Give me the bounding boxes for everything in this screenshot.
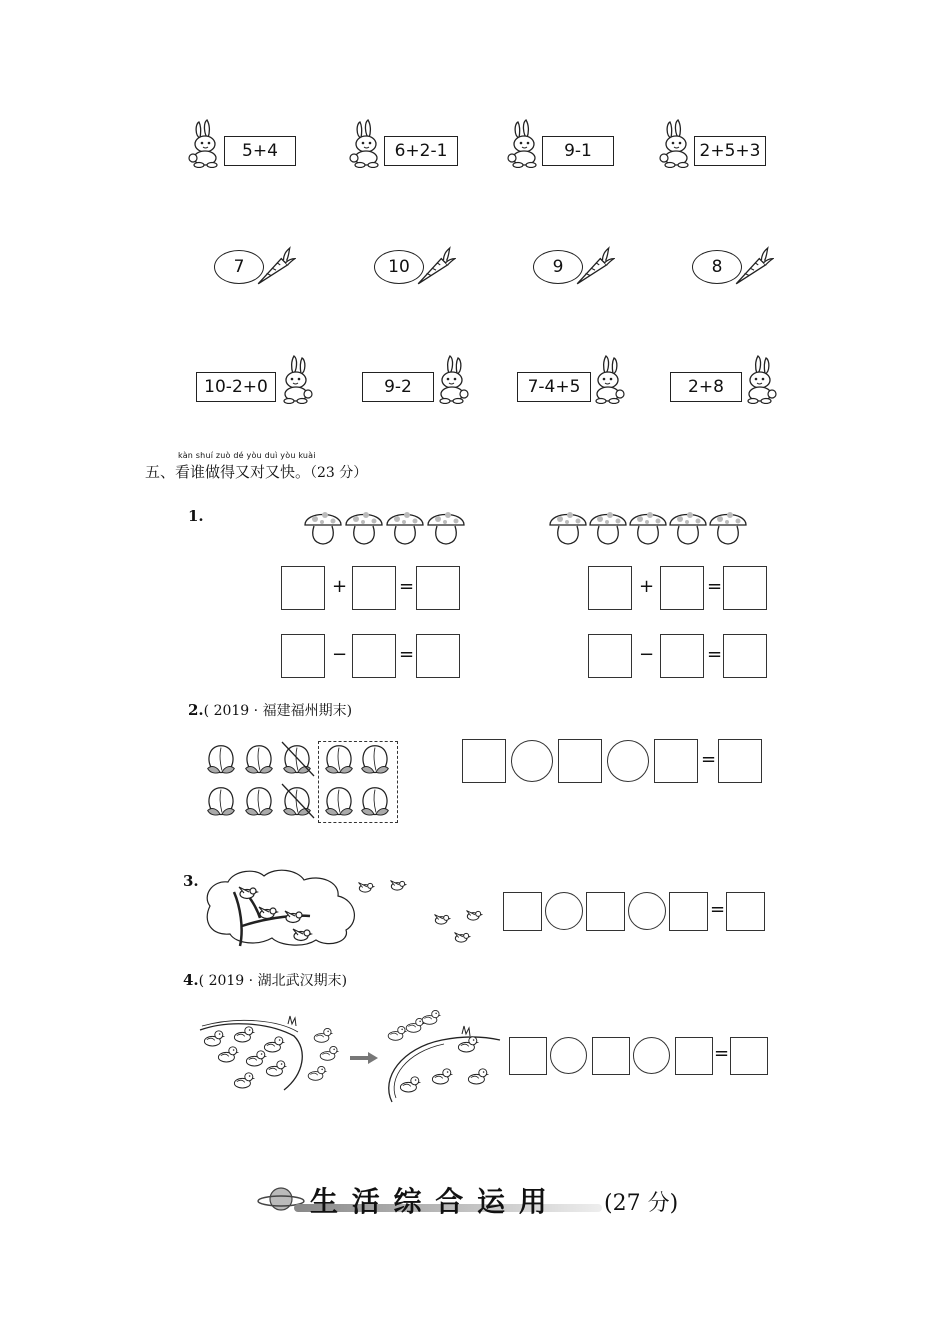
answer-box[interactable] — [503, 892, 542, 931]
duck-icon — [420, 1008, 442, 1026]
bird-icon — [388, 878, 408, 893]
rabbit-icon — [656, 118, 696, 168]
answer-box[interactable] — [723, 634, 767, 678]
mushroom-icon — [303, 505, 343, 547]
equals-sign: = — [707, 644, 723, 665]
question-number: 3. — [183, 872, 199, 890]
answer-box[interactable] — [586, 892, 625, 931]
mushroom-icon — [708, 505, 748, 547]
answer-box[interactable] — [416, 566, 460, 610]
minus-sign: − — [639, 644, 655, 665]
answer-box[interactable] — [352, 566, 396, 610]
rabbit-expression: 9-1 — [542, 136, 614, 166]
answer-box[interactable] — [462, 739, 506, 783]
answer-box[interactable] — [588, 634, 632, 678]
equals-sign: = — [701, 749, 717, 770]
operator-circle[interactable] — [628, 892, 666, 930]
duck-icon — [398, 1074, 422, 1094]
rabbit-expression: 5+4 — [224, 136, 296, 166]
rabbit-expression: 6+2-1 — [384, 136, 458, 166]
bird-icon — [356, 880, 376, 895]
answer-box[interactable] — [654, 739, 698, 783]
plus-sign: + — [332, 576, 348, 597]
peach-icon — [356, 740, 394, 778]
duck-icon — [264, 1058, 288, 1078]
mushroom-icon — [344, 505, 384, 547]
bird-icon — [236, 884, 260, 902]
bird-icon — [452, 930, 472, 945]
rabbit-icon — [740, 354, 780, 404]
section-title — [145, 461, 367, 482]
operator-circle[interactable] — [633, 1037, 670, 1074]
question-number-text: 2. — [188, 701, 204, 719]
plus-sign: + — [639, 576, 655, 597]
carrot-icon — [732, 246, 774, 288]
rabbit-expression: 2+8 — [670, 372, 742, 402]
answer-box[interactable] — [592, 1037, 630, 1075]
question-source: ( 2019 · 湖北武汉期末) — [198, 973, 348, 989]
equals-sign: = — [714, 1043, 730, 1064]
carrot-number: 10 — [374, 250, 424, 284]
bird-icon — [256, 904, 280, 922]
mushroom-icon — [426, 505, 466, 547]
section-score: （23 分） — [310, 465, 368, 481]
answer-box[interactable] — [718, 739, 762, 783]
answer-box[interactable] — [416, 634, 460, 678]
minus-sign: − — [332, 644, 348, 665]
question-number: 1. — [188, 507, 204, 525]
peach-crossed-icon — [278, 782, 316, 820]
section-pinyin: kàn shuí zuò dé yòu duì yòu kuài — [178, 451, 316, 460]
duck-icon — [216, 1044, 240, 1064]
peach-icon — [320, 740, 358, 778]
rabbit-icon — [504, 118, 544, 168]
mushroom-icon — [668, 505, 708, 547]
duck-icon — [318, 1044, 340, 1062]
operator-circle[interactable] — [550, 1037, 587, 1074]
banner-title: 生 活 综 合 运 用 — [310, 1185, 549, 1218]
rabbit-icon — [432, 354, 472, 404]
bird-icon — [464, 908, 484, 923]
duck-icon — [232, 1024, 256, 1044]
duck-icon — [466, 1066, 490, 1086]
peach-icon — [202, 782, 240, 820]
peach-icon — [320, 782, 358, 820]
answer-box[interactable] — [723, 566, 767, 610]
mushroom-icon — [628, 505, 668, 547]
question-number — [183, 970, 347, 990]
question-number — [188, 700, 352, 720]
arrow-right-icon — [350, 1052, 378, 1064]
operator-circle[interactable] — [607, 740, 649, 782]
peach-icon — [202, 740, 240, 778]
equals-sign: = — [707, 576, 723, 597]
operator-circle[interactable] — [545, 892, 583, 930]
rabbit-expression: 2+5+3 — [694, 136, 766, 166]
answer-box[interactable] — [660, 566, 704, 610]
answer-box[interactable] — [660, 634, 704, 678]
rabbit-icon — [346, 118, 386, 168]
rabbit-expression: 9-2 — [362, 372, 434, 402]
carrot-number: 9 — [533, 250, 583, 284]
rabbit-expression: 10-2+0 — [196, 372, 276, 402]
peach-icon — [240, 782, 278, 820]
answer-box[interactable] — [669, 892, 708, 931]
carrot-icon — [254, 246, 296, 288]
carrot-icon — [573, 246, 615, 288]
carrot-icon — [414, 246, 456, 288]
duck-icon — [312, 1026, 334, 1044]
answer-box[interactable] — [730, 1037, 768, 1075]
answer-box[interactable] — [281, 566, 325, 610]
bird-icon — [432, 912, 452, 927]
rabbit-icon — [185, 118, 225, 168]
peach-crossed-icon — [278, 740, 316, 778]
bird-icon — [290, 926, 314, 944]
rabbit-expression: 7-4+5 — [517, 372, 591, 402]
answer-box[interactable] — [281, 634, 325, 678]
bird-icon — [282, 908, 306, 926]
operator-circle[interactable] — [511, 740, 553, 782]
answer-box[interactable] — [588, 566, 632, 610]
equals-sign: = — [399, 644, 415, 665]
carrot-number: 8 — [692, 250, 742, 284]
answer-box[interactable] — [726, 892, 765, 931]
mushroom-icon — [588, 505, 628, 547]
equals-sign: = — [710, 899, 726, 920]
banner-score: (27 分) — [604, 1191, 679, 1216]
answer-box[interactable] — [675, 1037, 713, 1075]
equals-sign: = — [399, 576, 415, 597]
rabbit-icon — [276, 354, 316, 404]
answer-box[interactable] — [352, 634, 396, 678]
duck-icon — [430, 1066, 454, 1086]
question-source: ( 2019 · 福建福州期末) — [203, 703, 353, 719]
tree-with-birds-illustration — [200, 866, 365, 948]
rabbit-icon — [588, 354, 628, 404]
duck-icon — [262, 1034, 286, 1054]
mushroom-icon — [548, 505, 588, 547]
question-number-text: 4. — [183, 971, 199, 989]
carrot-number: 7 — [214, 250, 264, 284]
duck-icon — [456, 1034, 480, 1054]
duck-icon — [232, 1070, 256, 1090]
peach-icon — [356, 782, 394, 820]
peach-icon — [240, 740, 278, 778]
answer-box[interactable] — [509, 1037, 547, 1075]
mushroom-icon — [385, 505, 425, 547]
duck-icon — [306, 1064, 328, 1082]
answer-box[interactable] — [558, 739, 602, 783]
section-title-text: 五、看谁做得又对又快。 — [145, 463, 311, 481]
